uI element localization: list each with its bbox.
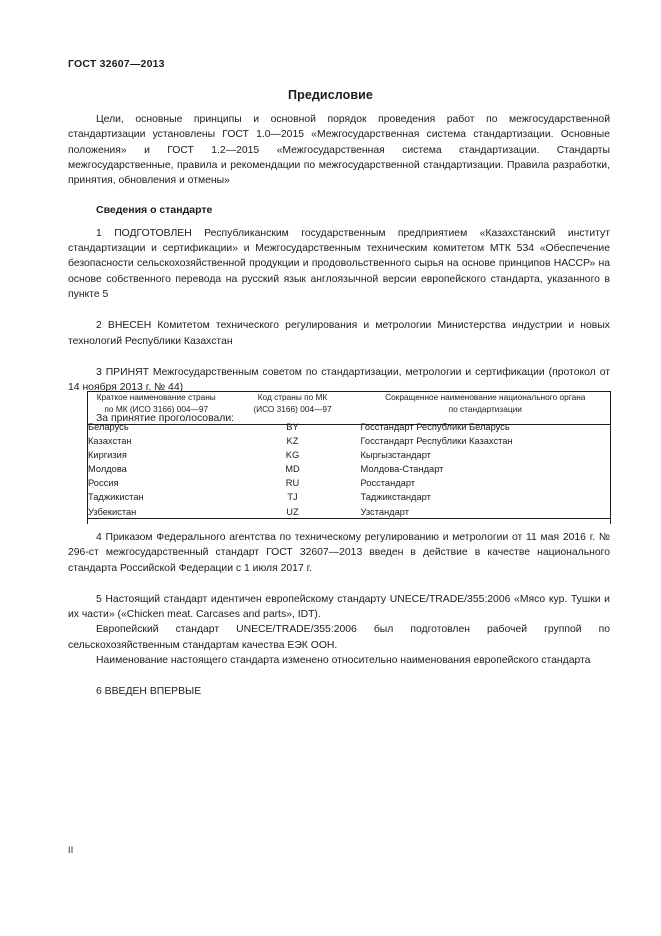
cell-code: BY (286, 422, 299, 432)
info-item-1: 1 ПОДГОТОВЛЕН Республиканским государственным предприятием «Казахстанский институт стандартизации и сертификации» и Межгосударственным техническим комитетом МТК 534 «Обеспечение безопасности сельскохозяйственной продукции и продовольственного сырья на основе принципов НАССР» на основе собственного перевода на русский язык англоязычной версии европейского стандарта, указанного в пункте 5 (68, 227, 610, 300)
spacer (68, 668, 610, 684)
cell-code: RU (285, 478, 300, 489)
spacer (68, 349, 610, 365)
cell-country: Таджикистан (88, 490, 225, 504)
column-header-country-line1: Краткое наименование страны (96, 392, 216, 402)
info-item-6: 6 ВВЕДЕН ВПЕРВЫЕ (96, 686, 202, 698)
column-header-body-line1: Сокращенное наименование национального органа (385, 392, 586, 402)
cell-body: Таджикстандарт (361, 490, 611, 504)
cell-code: KZ (286, 436, 299, 447)
table-row (88, 448, 611, 462)
cell-body: Кыргызстандарт (361, 448, 611, 462)
spacer (68, 576, 610, 592)
spacer (68, 188, 610, 203)
info-item-2: 2 ВНЕСЕН Комитетом технического регулирования и метрологии Министерства индустрии и новых технологий Республики Казахстан (68, 320, 610, 347)
foreword-body (68, 112, 610, 427)
intro-paragraph: Цели, основные принципы и основной порядок проведения работ по межгосударственной стандартизации установлены ГОСТ 1.0—2015 «Межгосударственная система стандартизации. Основные положения» и ГОСТ 1.2—2015 «Межгосударственная система стандартизации. Стандарты межгосударственные, правила и рекомендации по межгосударственной стандартизации. Правила разработки, принятия, обновления и отмены» (68, 114, 610, 187)
cell-body: Росстандарт (361, 476, 611, 490)
cell-body: Молдова-Стандарт (361, 462, 611, 476)
page-number: II (68, 845, 74, 855)
cell-code: TJ (287, 492, 298, 503)
cell-country: Киргизия (88, 448, 225, 462)
info-item-4: 4 Приказом Федерального агентства по техническому регулированию и метрологии от 11 мая 2016 г. № 296-ст межгосударственный стандарт ГОСТ 32607—2013 введен в действие в качестве национального стандарта Российской Федерации с 1 июля 2017 г. (68, 532, 610, 574)
vote-table-head (88, 392, 611, 416)
column-header-body (361, 392, 611, 416)
table-row (88, 462, 611, 476)
cell-country: Беларусь (88, 415, 225, 434)
table-header-row (88, 392, 611, 416)
column-header-body-line2: по стандартизации (448, 403, 522, 414)
cell-code: UZ (286, 506, 299, 517)
vote-table-container (87, 391, 610, 524)
cell-body: Госстандарт Республики Беларусь (361, 415, 611, 434)
table-header-rule (87, 424, 610, 425)
column-header-country (88, 392, 225, 416)
running-header: ГОСТ 32607—2013 (68, 58, 165, 70)
vote-table (87, 391, 611, 524)
info-item-5-note-2: Наименование настоящего стандарта изменено относительно наименования европейского стандарта (96, 655, 591, 667)
table-row (88, 505, 611, 524)
cell-code: KG (285, 450, 300, 461)
column-header-country-line2: по МК (ИСО 3166) 004—97 (104, 403, 209, 414)
cell-country: Молдова (88, 462, 225, 476)
info-item-5: 5 Настоящий стандарт идентичен европейскому стандарту UNECE/TRADE/355:2006 «Мясо кур. Тушки и их части» («Chicken meat. Carcases and parts», IDT). (68, 593, 610, 621)
vote-lead-in: За принятие проголосовали: (96, 413, 235, 425)
foreword-body-tail (68, 530, 610, 700)
cell-body: Госстандарт Республики Казахстан (361, 434, 611, 448)
table-bottom-rule (87, 518, 610, 519)
column-header-code-line1: Код страны по МК (257, 392, 328, 402)
cell-country: Россия (88, 476, 225, 490)
spacer (68, 302, 610, 318)
table-row (88, 476, 611, 490)
cell-body: Узстандарт (361, 505, 611, 524)
table-row (88, 490, 611, 504)
cell-code: MD (285, 464, 300, 475)
section-heading-standard-info: Сведения о стандарте (96, 204, 213, 217)
vote-table-body (88, 415, 611, 524)
spacer (68, 219, 610, 226)
column-header-code-line2: (ИСО 3166) 004—97 (253, 403, 332, 414)
info-item-5-note-1: Европейский стандарт UNECE/TRADE/355:2006 был подготовлен рабочей группой по сельскохозяйственным стандартам качества ЕЭК ООН. (68, 624, 610, 651)
page-title: Предисловие (288, 88, 373, 102)
cell-country: Узбекистан (88, 505, 225, 524)
info-item-3: 3 ПРИНЯТ Межгосударственным советом по стандартизации, метрологии и сертификации (протокол от 14 ноября 2013 г. № 44) (68, 366, 610, 394)
cell-country: Казахстан (88, 434, 225, 448)
table-row (88, 434, 611, 448)
column-header-code (225, 392, 361, 416)
